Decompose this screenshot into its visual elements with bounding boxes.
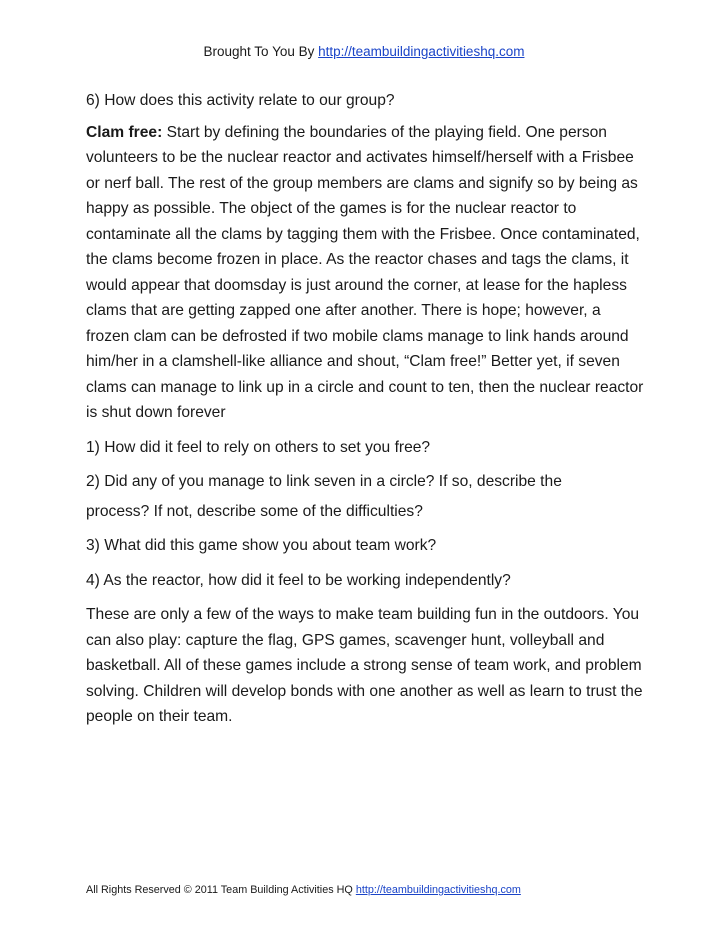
question-1: 1) How did it feel to rely on others to set you free? (86, 438, 431, 456)
question-6: 6) How does this activity relate to our group? (86, 92, 395, 109)
question-2: 2) Did any of you manage to link seven in a circle? If so, describe the (86, 473, 562, 490)
footer-text: All Rights Reserved © 2011 Team Building Activities HQ (86, 884, 356, 896)
clam-free-label: Clam free: (86, 123, 163, 141)
page-header (0, 43, 728, 61)
page-footer (86, 883, 686, 897)
question-3: 3) What did this game show you about team work? (86, 537, 437, 554)
question-4: 4) As the reactor, how did it feel to be working independently? (86, 571, 511, 589)
body-content (86, 88, 646, 739)
closing-paragraph: These are only a few of the ways to make team building fun in the outdoors. You can also play: capture the flag, GPS games, scavenger hunt, volleyball and basketball. All of these games include a strong sense of team work, and problem solving. Children will develop bonds with one another as well as learn to trust the people on their team. (86, 606, 643, 725)
footer-link[interactable]: http://teambuildingactivitieshq.com (355, 884, 521, 896)
clam-free-paragraph (86, 120, 646, 426)
header-link[interactable]: http://teambuildingactivitieshq.com (318, 44, 525, 59)
header-text: Brought To You By (203, 44, 319, 59)
question-2-continued: process? If not, describe some of the difficulties? (86, 502, 423, 520)
clam-free-text: Start by defining the boundaries of the playing field. One person volunteers to be the nuclear reactor and activates himself/herself with a Frisbee or nerf ball. The rest of the group members are clams and signify so by being as happy as possible. The object of the games is for the nuclear reactor to contaminate all the clams by tagging them with the Frisbee. Once contaminated, the clams become frozen in place. As the reactor chases and tags the clams, it would appear that doomsday is just around the corner, at lease for the hapless clams that are getting zapped one after another. There is hope; however, a frozen clam can be defrosted if two mobile clams manage to link hands around him/her in a clamshell-like alliance and shout, “Clam free!” Better yet, if seven clams can manage to link up in a circle and count to ten, then the nuclear reactor is shut down forever (86, 123, 644, 421)
